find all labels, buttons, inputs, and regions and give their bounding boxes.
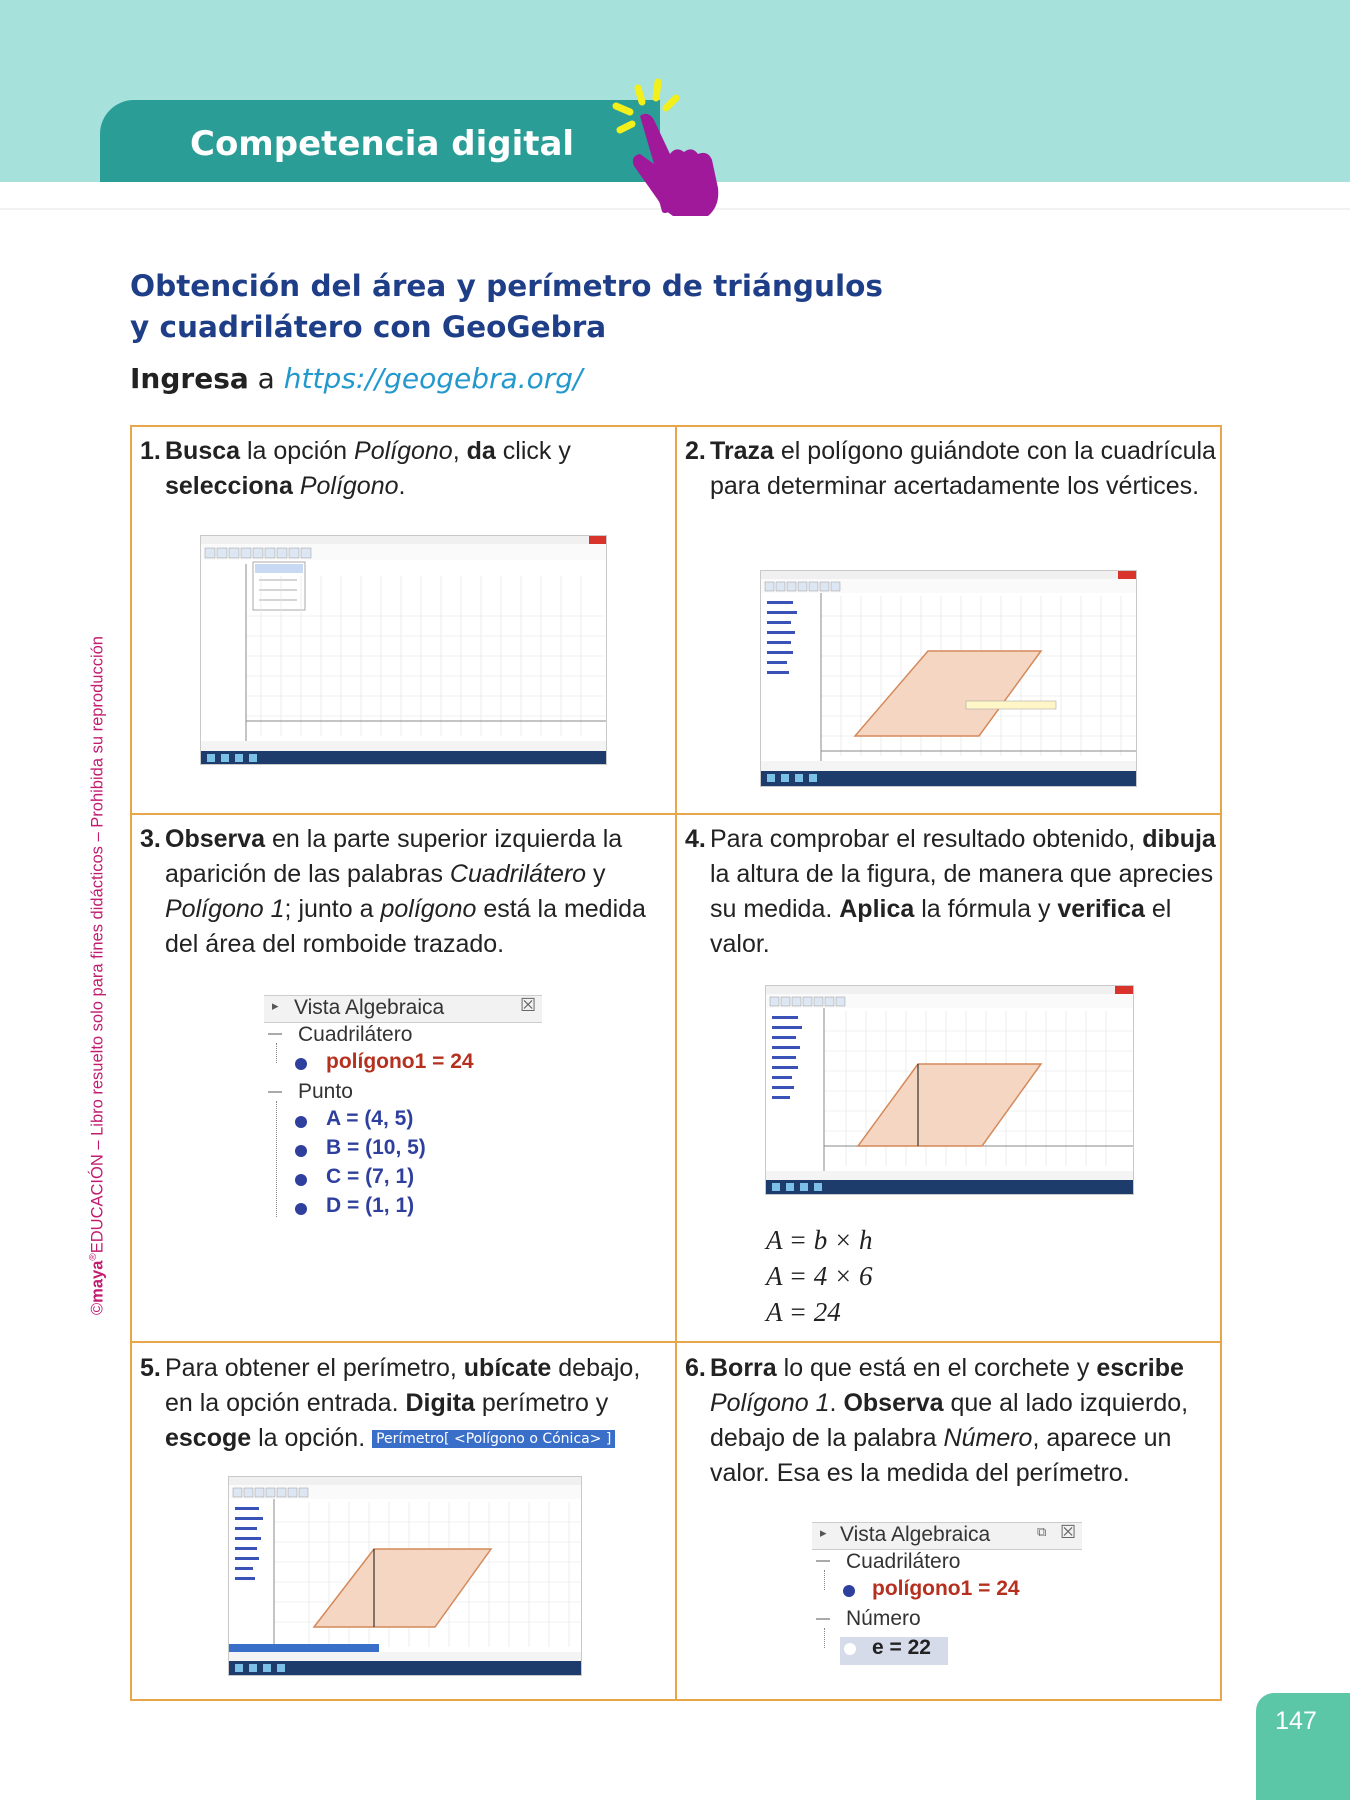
perimeter-command-suggestion[interactable]: Perímetro[ <Polígono o Cónica> ] (372, 1430, 615, 1448)
algebra-view-title: Vista Algebraica (840, 1523, 991, 1546)
geogebra-screenshot-input (228, 1476, 582, 1676)
group-label-punto: Punto (298, 1080, 353, 1103)
collapse-icon[interactable] (816, 1618, 830, 1620)
point-dot-icon[interactable] (295, 1116, 307, 1128)
undock-icon[interactable]: ⧉ (1037, 1524, 1047, 1539)
collapse-icon[interactable] (268, 1091, 282, 1093)
page-number-tab (1256, 1693, 1350, 1800)
intro-line: Ingresa a https://geogebra.org/ (130, 362, 583, 395)
close-icon[interactable]: ☒ (1060, 1522, 1077, 1542)
step-3: 3. Observa en la parte superior izquierda la aparición de las palabras Cuadrilátero y Polígono 1; junto a polígono está la medida del área del romboide trazado. (140, 825, 646, 958)
point-a: A = (4, 5) (326, 1107, 414, 1130)
table-divider-row1 (130, 813, 1222, 815)
step-5: 5. Para obtener el perímetro, ubícate debajo, en la opción entrada. Digita perímetro y escoge la opción. Perímetro[ <Polígono o Cónica> ] (140, 1354, 641, 1452)
hidden-object-toggle[interactable] (844, 1643, 856, 1655)
group-label-numero: Número (846, 1607, 921, 1630)
point-dot-icon[interactable] (295, 1203, 307, 1215)
close-icon[interactable]: ☒ (520, 995, 537, 1015)
geogebra-screenshot-rhomboid (760, 570, 1137, 787)
geogebra-link[interactable]: https://geogebra.org/ (283, 362, 583, 395)
step-1: 1. Busca la opción Polígono, da click y selecciona Polígono. (140, 437, 571, 500)
algebra-view-panel-1 (264, 995, 544, 1235)
point-dot-icon[interactable] (843, 1585, 855, 1597)
geogebra-screenshot-polygon-menu (200, 535, 607, 765)
expand-arrow-icon[interactable]: ▸ (272, 998, 279, 1013)
point-b: B = (10, 5) (326, 1136, 426, 1159)
point-d: D = (1, 1) (326, 1194, 415, 1217)
point-dot-icon[interactable] (295, 1058, 307, 1070)
area-formula: A = b × h A = 4 × 6 A = 24 (766, 1225, 873, 1327)
expand-arrow-icon[interactable]: ▸ (820, 1525, 827, 1540)
polygon-area-value: polígono1 = 24 (326, 1050, 474, 1073)
perimeter-value: e = 22 (872, 1636, 931, 1659)
copyright-notice: ©maya®EDUCACIÓN – Libro resuelto solo para fines didácticos – Prohibida su reproducción (88, 636, 107, 1315)
point-dot-icon[interactable] (295, 1145, 307, 1157)
collapse-icon[interactable] (268, 1033, 282, 1035)
point-dot-icon[interactable] (295, 1174, 307, 1186)
page-heading: Obtención del área y perímetro de triángulos y cuadrilátero con GeoGebra (130, 269, 883, 344)
point-c: C = (7, 1) (326, 1165, 415, 1188)
group-label-cuadrilatero: Cuadrilátero (298, 1023, 413, 1046)
table-divider-row2 (130, 1341, 1222, 1343)
section-title: Competencia digital (190, 124, 575, 164)
algebra-view-panel-2 (812, 1522, 1084, 1672)
pointing-hand-icon (600, 76, 720, 216)
step-6: 6. Borra lo que está en el corchete y escribe Polígono 1. Observa que al lado izquierdo, debajo de la palabra Número, aparece un valor. Esa es la medida del perímetro. (685, 1354, 1189, 1487)
algebra-view-title: Vista Algebraica (294, 996, 445, 1019)
collapse-icon[interactable] (816, 1560, 830, 1562)
page-number: 147 (1275, 1707, 1317, 1735)
polygon-area-value: polígono1 = 24 (872, 1577, 1020, 1600)
step-2: 2. Traza el polígono guiándote con la cuadrícula para determinar acertadamente los vértices. (685, 437, 1216, 500)
table-divider-vertical (675, 425, 677, 1701)
group-label-cuadrilatero: Cuadrilátero (846, 1550, 961, 1573)
step-4: 4. Para comprobar el resultado obtenido, dibuja la altura de la figura, de manera que aprecies su medida. Aplica la fórmula y verifica el valor. (685, 825, 1216, 958)
geogebra-screenshot-height (765, 985, 1134, 1195)
